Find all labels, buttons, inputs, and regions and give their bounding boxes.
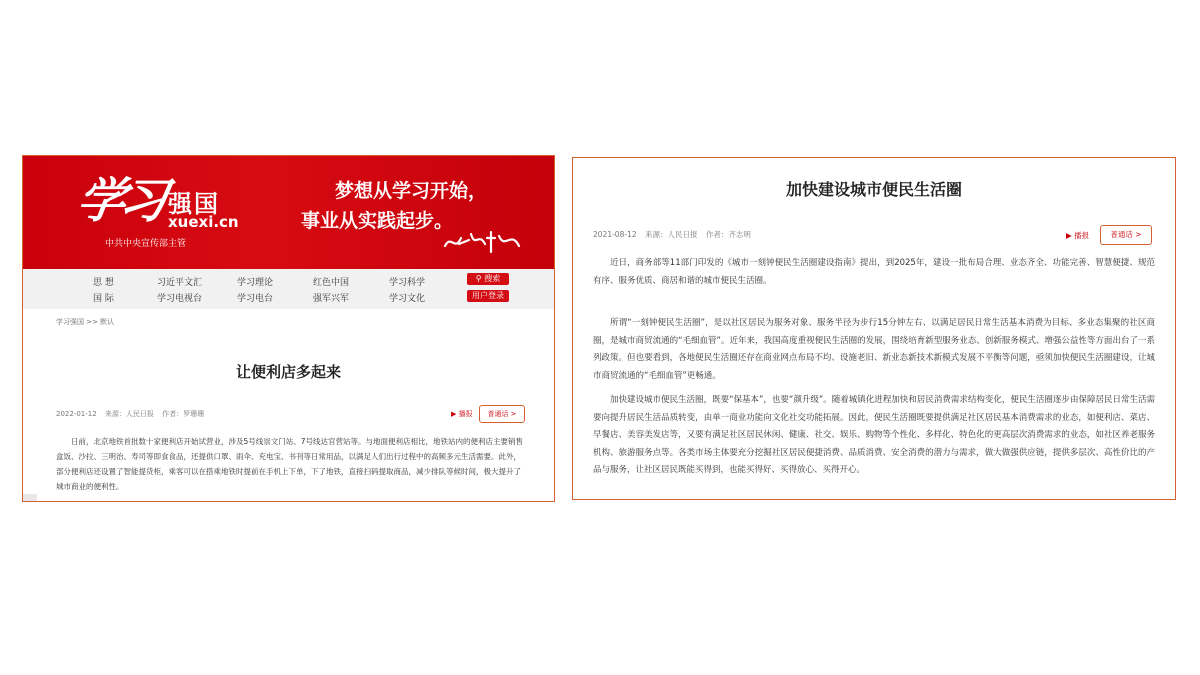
broadcast-button[interactable] [451,409,473,419]
nav-item-hongse[interactable]: 红色中国 [313,278,350,288]
language-select[interactable]: 普通话 > [479,405,525,423]
article-author: 作者：齐志明 [705,230,751,239]
article-title: 加快建设城市便民生活圈 [785,180,962,199]
slogan-line-1: 梦想从学习开始， [335,180,488,202]
nav-item-diantai[interactable]: 学习电台 [237,294,274,304]
article-source: 来源：人民日报 [104,410,154,418]
search-icon: ⚲ [475,274,482,283]
article-meta [593,229,757,240]
logo-domain: xuexi.cn [168,213,239,231]
article-paragraph-3: 加快建设城市便民生活圈，既要“保基本”，也要“颜升级”。随着城镇化进程加快和居民消费需求结构变化，便民生活圈逐步由保障居民日常生活需要向提升居民生活品质转变，由单一商业功能向文化社交功能拓展。因此，便民生活圈既要提供满足社区居民基本消费需求的业态，如便利店、菜店、早餐店、美容美发店等，又要有满足社区居民休闲、健康、社交、娱乐、购物等个性化、多样化、特色化的更高层次消费需求的业态，如社区养老服务机构、旅游服务点等。各类市场主体要充分挖掘社区居民便捷消费、品质消费、安全消费的潜力与需求，做大做强供应链，提供多层次、高性价比的产品与服务，让社区居民既能买得到，也能买得好、买得放心、买得开心。 [593,395,1155,476]
corner-marker [23,494,37,502]
left-article-screenshot [22,155,555,502]
article-paragraph-1: 近日，商务部等11部门印发的《城市一刻钟便民生活圈建设指南》提出，到2025年，建设一批布局合理、业态齐全、功能完善、智慧便捷、规范有序、服务优质、商居和谐的城市便民生活圈。 [593,258,1155,286]
logo-subtitle: 中共中央宣传部主管 [105,239,187,249]
slogan-line-2: 事业从实践起步。 [301,210,454,232]
nav-item-kexue[interactable]: 学习科学 [389,278,426,288]
article-date: 2022-01-12 [56,410,97,418]
search-button[interactable] [467,273,509,285]
nav-item-guoji[interactable]: 国 际 [93,294,114,304]
nav-item-qiangjun[interactable]: 强军兴军 [313,294,350,304]
article-body: 日前，北京地铁首批数十家便利店开始试营业，涉及5号线崇文门站、7号线达官营站等。与地面便利店相比，地铁站内的便利店主要销售盒饭、沙拉、三明治、寿司等即食食品，还提供口罩、雨伞、充电宝、书刊等日常用品，以满足人们出行过程中的高频多元生活需要。此外，部分便利店还设置了智能提货柜，乘客可以在搭乘地铁时提前在手机上下单，下了地铁，直接扫码提取商品，减少排队等候时间，极大提升了城市商业的便利性。 [56,437,524,491]
nav-item-lilun[interactable]: 学习理论 [237,278,274,288]
article-paragraph-2: 所谓“一刻钟便民生活圈”，是以社区居民为服务对象、服务半径为步行15分钟左右、以满足居民日常生活基本消费为目标、多业态集聚的社区商圈，是城市商贸流通的“毛细血管”。近年来，我国高度重视便民生活圈的发展，围绕培育新型服务业态、创新服务模式、增强公益性等方面出台了一系列政策。但也要看到，各地便民生活圈还存在商业网点布局不均、设施老旧、新业态新技术新模式发展不平衡等问题，亟须加快便民生活圈建设，让城市商贸流通的“毛细血管”更畅通。 [593,318,1155,381]
breadcrumb: 学习强国 >> 默认 [56,318,115,326]
broadcast-button[interactable] [1066,230,1089,241]
signature-icon [441,226,523,256]
article-author: 作者：罗珊珊 [162,410,205,418]
article-title: 让便利店多起来 [235,363,341,381]
login-button[interactable]: 用户登录 [467,290,509,302]
search-button-label: 搜索 [484,274,501,283]
broadcast-label: 播报 [458,410,473,418]
nav-item-dianshitai[interactable]: 学习电视台 [157,294,203,304]
speaker-icon: ▶ [1066,231,1072,240]
site-banner [23,156,554,269]
article-date: 2021-08-12 [593,230,637,239]
article-meta [56,409,210,419]
logo-script: 学习 [73,173,166,229]
speaker-icon: ▶ [451,410,457,418]
nav-item-wenhui[interactable]: 习近平文汇 [157,278,203,288]
language-select[interactable]: 普通话 > [1100,225,1152,245]
right-article-screenshot [572,157,1176,500]
nav-item-wenhua[interactable]: 学习文化 [389,294,426,304]
article-source: 来源：人民日报 [644,230,698,239]
nav-item-sixiang[interactable]: 思 想 [93,278,114,288]
logo-name: 强国 [168,190,220,218]
broadcast-label: 播报 [1074,231,1090,240]
main-nav [23,269,554,309]
